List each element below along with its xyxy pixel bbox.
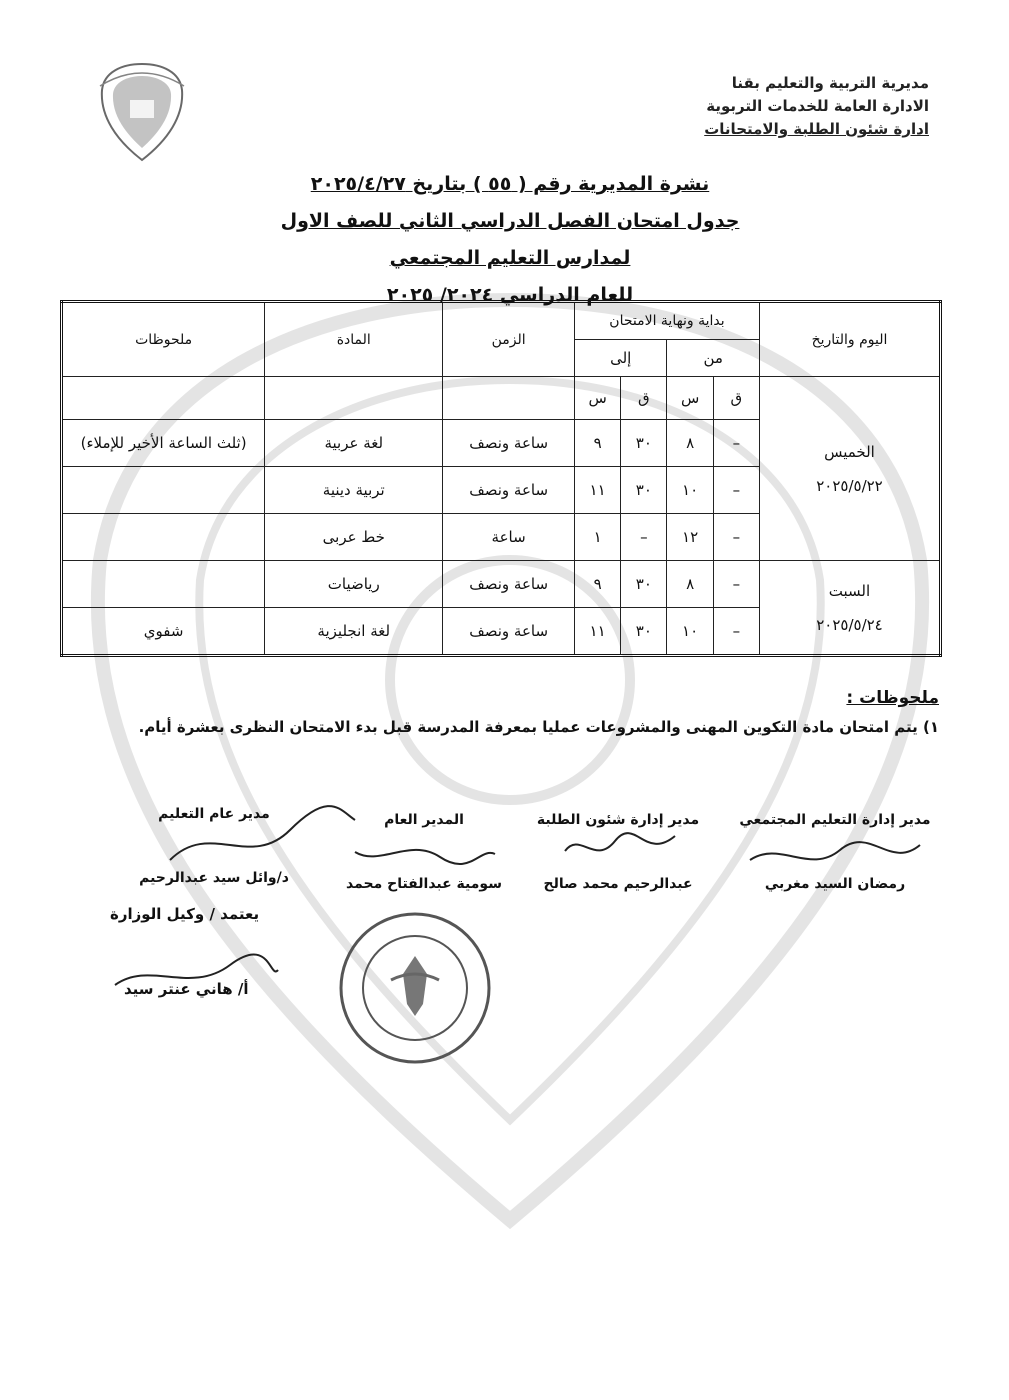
from-minutes: – (713, 467, 759, 514)
signature-block-education-director (119, 806, 309, 886)
subject: لغة انجليزية (265, 608, 443, 656)
note (62, 514, 265, 561)
to-hours: ٩ (574, 561, 620, 608)
duration: ساعة ونصف (443, 420, 575, 467)
from-hours: ٨ (667, 561, 713, 608)
from-hours: ١٠ (667, 467, 713, 514)
units-row (62, 377, 941, 420)
note (62, 467, 265, 514)
duration: ساعة (443, 514, 575, 561)
signature-title: المدير العام (384, 812, 464, 828)
to-hours: ١١ (574, 467, 620, 514)
header-duration: الزمن (443, 302, 575, 377)
signature-name: سومية عبدالفتاح محمد (346, 876, 502, 892)
from-minutes: – (713, 420, 759, 467)
subject: رياضيات (265, 561, 443, 608)
to-minutes: ٣٠ (621, 561, 667, 608)
ministry-logo (92, 56, 192, 166)
notes-section (59, 688, 939, 736)
to-hours: ١ (574, 514, 620, 561)
to-minutes: – (621, 514, 667, 561)
header-line-2: الادارة العامة للخدمات التربوية (706, 97, 929, 115)
subject: لغة عربية (265, 420, 443, 467)
signature-title: مدير عام التعليم (158, 806, 270, 822)
empty-cell (62, 377, 265, 420)
signature-name: عبدالرحيم محمد صالح (543, 876, 693, 892)
academic-year-title: للعام الدراسي ٢٠٢٤/ ٢٠٢٥ (386, 284, 634, 306)
approval-label: يعتمد / وكيل الوزارة (110, 905, 260, 923)
header-exam-range: بداية ونهاية الامتحان (574, 302, 759, 340)
signature-name: د/وائل سيد عبدالرحيم (139, 870, 289, 886)
schedule-title: جدول امتحان الفصل الدراسي الثاني للصف الاول (280, 210, 740, 232)
approval-name: أ/ هاني عنتر سيد (124, 980, 249, 998)
day-name: الخميس (824, 442, 875, 461)
header-line-1: مديرية التربية والتعليم بقنا (731, 74, 929, 92)
signature-title: مدير إدارة شئون الطلبة (536, 812, 700, 828)
empty-cell (265, 377, 443, 420)
note: شفوي (62, 608, 265, 656)
note (62, 561, 265, 608)
signature-name: رمضان السيد مغربي (764, 876, 906, 892)
document-titles (240, 166, 780, 314)
day-cell (759, 561, 940, 656)
header-to: إلى (574, 340, 667, 377)
from-minutes: – (713, 561, 759, 608)
to-minutes: ٣٠ (621, 608, 667, 656)
day-date: ٢٠٢٥/٥/٢٢ (816, 476, 883, 495)
signature-title: مدير إدارة التعليم المجتمعي (739, 812, 931, 828)
header-notes: ملحوظات (62, 302, 265, 377)
official-seal (335, 908, 495, 1068)
schools-title: لمدارس التعليم المجتمعي (389, 247, 631, 269)
exam-schedule-table-wrapper (60, 300, 942, 657)
unit-minutes: ق (621, 377, 667, 420)
day-name: السبت (828, 581, 871, 600)
notes-item: ١) يتم امتحان مادة التكوين المهنى والمشروعات عمليا بمعرفة المدرسة قبل بدء الامتحان النظرى بعشرة أيام. (138, 718, 939, 736)
note: (ثلث الساعة الأخير للإملاء) (62, 420, 265, 467)
duration: ساعة ونصف (443, 467, 575, 514)
to-minutes: ٣٠ (621, 467, 667, 514)
notes-title: ملحوظات : (846, 688, 939, 708)
to-hours: ١١ (574, 608, 620, 656)
day-cell (759, 377, 940, 561)
header-day-date: اليوم والتاريخ (759, 302, 940, 377)
issuing-authority-header (569, 72, 929, 141)
signature-block-student-affairs (533, 812, 703, 892)
from-hours: ٨ (667, 420, 713, 467)
to-hours: ٩ (574, 420, 620, 467)
header-from: من (667, 340, 760, 377)
unit-hours: س (574, 377, 620, 420)
table-header-row (62, 302, 941, 340)
subject: خط عربى (265, 514, 443, 561)
from-minutes: – (713, 608, 759, 656)
unit-minutes: ق (713, 377, 759, 420)
exam-schedule-table (60, 300, 942, 657)
from-hours: ١٢ (667, 514, 713, 561)
day-date: ٢٠٢٥/٥/٢٤ (816, 615, 883, 634)
table-row (62, 561, 941, 608)
duration: ساعة ونصف (443, 561, 575, 608)
header-line-3: ادارة شئون الطلبة والامتحانات (704, 120, 929, 138)
subject: تربية دينية (265, 467, 443, 514)
from-hours: ١٠ (667, 608, 713, 656)
header-subject: المادة (265, 302, 443, 377)
signature-block-general-director (339, 812, 509, 892)
bulletin-title: نشرة المديرية رقم ( ٥٥ ) بتاريخ ٢٠٢٥/٤/٢٧ (310, 173, 710, 195)
to-minutes: ٣٠ (621, 420, 667, 467)
empty-cell (443, 377, 575, 420)
signature-block-community-education (735, 812, 935, 892)
duration: ساعة ونصف (443, 608, 575, 656)
unit-hours: س (667, 377, 713, 420)
from-minutes: – (713, 514, 759, 561)
